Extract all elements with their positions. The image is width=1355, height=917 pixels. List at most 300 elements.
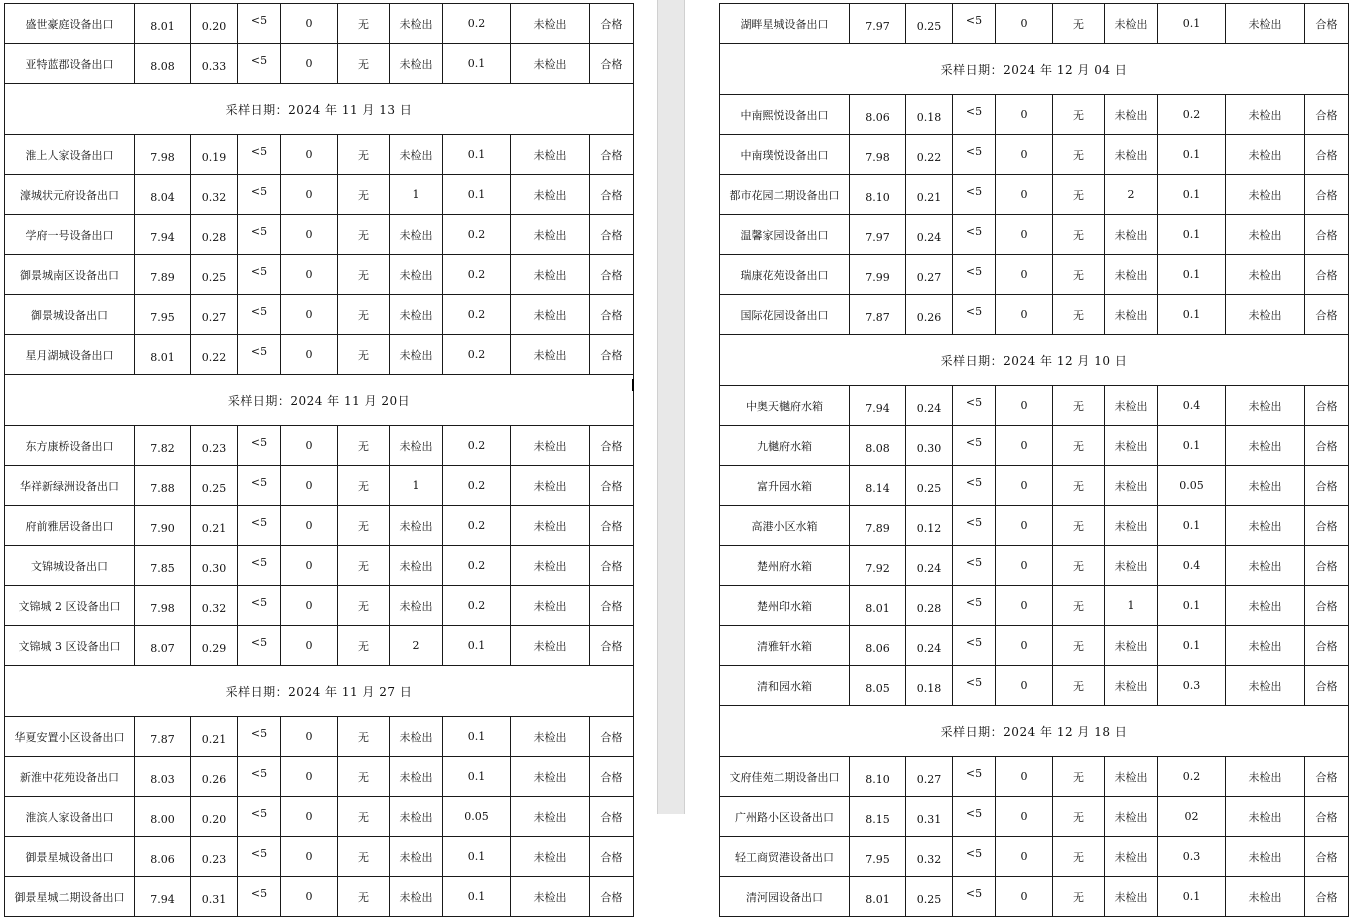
less-than-5-cell: <5 [953, 175, 996, 215]
zero-cell: 0 [996, 506, 1053, 546]
table-row [5, 335, 634, 375]
detection-cell: 未检出 [390, 255, 443, 295]
residual-cell: 0.1 [1158, 426, 1226, 466]
site-name-cell: 温馨家园设备出口 [720, 215, 850, 255]
turbidity-cell: 0.30 [191, 546, 238, 586]
zero-cell: 0 [281, 506, 338, 546]
zero-cell: 0 [281, 135, 338, 175]
residual-cell: 0.1 [443, 135, 511, 175]
site-name-cell: 清雅轩水箱 [720, 626, 850, 666]
site-name-cell: 淮滨人家设备出口 [5, 797, 135, 837]
none-cell: 无 [1053, 546, 1105, 586]
turbidity-cell: 0.27 [191, 295, 238, 335]
table-row [720, 666, 1349, 706]
zero-cell: 0 [281, 586, 338, 626]
zero-cell: 0 [996, 295, 1053, 335]
less-than-5-cell: <5 [238, 335, 281, 375]
residual-cell: 0.1 [1158, 586, 1226, 626]
table-row [5, 215, 634, 255]
turbidity-cell: 0.18 [906, 95, 953, 135]
ph-cell: 7.98 [135, 586, 191, 626]
less-than-5-cell: <5 [238, 717, 281, 757]
zero-cell: 0 [996, 255, 1053, 295]
pass-cell: 合格 [1305, 837, 1349, 877]
ph-cell: 8.01 [850, 586, 906, 626]
turbidity-cell: 0.26 [906, 295, 953, 335]
pass-cell: 合格 [590, 44, 634, 84]
pass-cell: 合格 [590, 797, 634, 837]
site-name-cell: 华祥新绿洲设备出口 [5, 466, 135, 506]
residual-cell: 0.3 [1158, 666, 1226, 706]
less-than-5-cell: <5 [238, 135, 281, 175]
site-name-cell: 都市花园二期设备出口 [720, 175, 850, 215]
none-cell: 无 [1053, 877, 1105, 917]
zero-cell: 0 [996, 4, 1053, 44]
turbidity-cell: 0.18 [906, 666, 953, 706]
zero-cell: 0 [281, 335, 338, 375]
ph-cell: 7.85 [135, 546, 191, 586]
page-gutter [657, 0, 685, 814]
table-row [720, 175, 1349, 215]
ph-cell: 8.08 [850, 426, 906, 466]
site-name-cell: 府前雅居设备出口 [5, 506, 135, 546]
none-cell: 无 [338, 717, 390, 757]
site-name-cell: 东方康桥设备出口 [5, 426, 135, 466]
ph-cell: 7.94 [135, 877, 191, 917]
residual-cell: 0.2 [443, 335, 511, 375]
not-detected-cell: 未检出 [511, 877, 590, 917]
site-name-cell: 文府佳苑二期设备出口 [720, 757, 850, 797]
zero-cell: 0 [996, 837, 1053, 877]
none-cell: 无 [1053, 426, 1105, 466]
pass-cell: 合格 [590, 255, 634, 295]
page-edge-left [657, 0, 658, 814]
zero-cell: 0 [281, 837, 338, 877]
ph-cell: 8.07 [135, 626, 191, 666]
less-than-5-cell: <5 [238, 626, 281, 666]
not-detected-cell: 未检出 [1226, 215, 1305, 255]
less-than-5-cell: <5 [238, 797, 281, 837]
residual-cell: 0.1 [443, 717, 511, 757]
less-than-5-cell: <5 [238, 837, 281, 877]
residual-cell: 0.1 [1158, 295, 1226, 335]
ph-cell: 8.06 [135, 837, 191, 877]
ph-cell: 7.99 [850, 255, 906, 295]
ph-cell: 7.92 [850, 546, 906, 586]
turbidity-cell: 0.33 [191, 44, 238, 84]
zero-cell: 0 [281, 295, 338, 335]
table-row [720, 797, 1349, 837]
not-detected-cell: 未检出 [1226, 255, 1305, 295]
none-cell: 无 [1053, 666, 1105, 706]
residual-cell: 0.2 [443, 4, 511, 44]
detection-cell: 未检出 [1105, 466, 1158, 506]
detection-cell: 2 [1105, 175, 1158, 215]
sampling-date-label: 采样日期：2024 年 11 月 20日 [5, 375, 634, 426]
site-name-cell: 学府一号设备出口 [5, 215, 135, 255]
turbidity-cell: 0.28 [906, 586, 953, 626]
residual-cell: 0.1 [443, 44, 511, 84]
not-detected-cell: 未检出 [511, 717, 590, 757]
less-than-5-cell: <5 [238, 175, 281, 215]
turbidity-cell: 0.19 [191, 135, 238, 175]
site-name-cell: 高港小区水箱 [720, 506, 850, 546]
site-name-cell: 轻工商贸港设备出口 [720, 837, 850, 877]
pass-cell: 合格 [1305, 466, 1349, 506]
none-cell: 无 [338, 135, 390, 175]
less-than-5-cell: <5 [953, 95, 996, 135]
ph-cell: 8.08 [135, 44, 191, 84]
residual-cell: 0.2 [443, 426, 511, 466]
turbidity-cell: 0.25 [191, 466, 238, 506]
pass-cell: 合格 [590, 877, 634, 917]
ph-cell: 8.03 [135, 757, 191, 797]
none-cell: 无 [338, 837, 390, 877]
less-than-5-cell: <5 [953, 4, 996, 44]
detection-cell: 2 [390, 626, 443, 666]
site-name-cell: 中南熙悦设备出口 [720, 95, 850, 135]
ph-cell: 8.15 [850, 797, 906, 837]
pass-cell: 合格 [590, 466, 634, 506]
none-cell: 无 [1053, 95, 1105, 135]
pass-cell: 合格 [1305, 95, 1349, 135]
less-than-5-cell: <5 [953, 506, 996, 546]
residual-cell: 02 [1158, 797, 1226, 837]
not-detected-cell: 未检出 [1226, 586, 1305, 626]
turbidity-cell: 0.25 [906, 466, 953, 506]
residual-cell: 0.05 [443, 797, 511, 837]
none-cell: 无 [338, 877, 390, 917]
site-name-cell: 楚州府水箱 [720, 546, 850, 586]
none-cell: 无 [338, 546, 390, 586]
ph-cell: 7.95 [135, 295, 191, 335]
pass-cell: 合格 [1305, 666, 1349, 706]
site-name-cell: 广州路小区设备出口 [720, 797, 850, 837]
none-cell: 无 [338, 295, 390, 335]
turbidity-cell: 0.24 [906, 386, 953, 426]
sampling-date-label: 采样日期：2024 年 11 月 13 日 [5, 84, 634, 135]
ph-cell: 8.06 [850, 626, 906, 666]
pass-cell: 合格 [590, 837, 634, 877]
table-row [5, 295, 634, 335]
table-row [5, 466, 634, 506]
document-page-right [685, 0, 1355, 906]
site-name-cell: 御景星城设备出口 [5, 837, 135, 877]
site-name-cell: 清和园水箱 [720, 666, 850, 706]
residual-cell: 0.1 [1158, 135, 1226, 175]
less-than-5-cell: <5 [953, 626, 996, 666]
table-row [5, 757, 634, 797]
less-than-5-cell: <5 [953, 666, 996, 706]
residual-cell: 0.1 [1158, 626, 1226, 666]
detection-cell: 未检出 [1105, 757, 1158, 797]
not-detected-cell: 未检出 [1226, 466, 1305, 506]
turbidity-cell: 0.21 [906, 175, 953, 215]
turbidity-cell: 0.22 [191, 335, 238, 375]
none-cell: 无 [1053, 135, 1105, 175]
zero-cell: 0 [996, 466, 1053, 506]
table-row [5, 175, 634, 215]
turbidity-cell: 0.31 [906, 797, 953, 837]
turbidity-cell: 0.24 [906, 626, 953, 666]
residual-cell: 0.4 [1158, 386, 1226, 426]
residual-cell: 0.2 [443, 215, 511, 255]
detection-cell: 未检出 [390, 757, 443, 797]
ph-cell: 7.94 [850, 386, 906, 426]
table-row [720, 295, 1349, 335]
zero-cell: 0 [281, 717, 338, 757]
not-detected-cell: 未检出 [511, 215, 590, 255]
not-detected-cell: 未检出 [511, 4, 590, 44]
residual-cell: 0.1 [443, 757, 511, 797]
not-detected-cell: 未检出 [1226, 295, 1305, 335]
pass-cell: 合格 [590, 717, 634, 757]
less-than-5-cell: <5 [238, 877, 281, 917]
residual-cell: 0.2 [1158, 757, 1226, 797]
residual-cell: 0.1 [443, 626, 511, 666]
site-name-cell: 星月湖城设备出口 [5, 335, 135, 375]
turbidity-cell: 0.25 [191, 255, 238, 295]
sampling-date-label: 采样日期：2024 年 12 月 04 日 [720, 44, 1349, 95]
zero-cell: 0 [996, 215, 1053, 255]
turbidity-cell: 0.28 [191, 215, 238, 255]
table-row [720, 386, 1349, 426]
detection-cell: 未检出 [1105, 797, 1158, 837]
detection-cell: 未检出 [1105, 666, 1158, 706]
not-detected-cell: 未检出 [1226, 877, 1305, 917]
pass-cell: 合格 [1305, 295, 1349, 335]
not-detected-cell: 未检出 [1226, 757, 1305, 797]
residual-cell: 0.2 [443, 506, 511, 546]
site-name-cell: 御景城南区设备出口 [5, 255, 135, 295]
pass-cell: 合格 [590, 426, 634, 466]
turbidity-cell: 0.26 [191, 757, 238, 797]
zero-cell: 0 [996, 757, 1053, 797]
none-cell: 无 [1053, 757, 1105, 797]
pass-cell: 合格 [590, 586, 634, 626]
not-detected-cell: 未检出 [511, 335, 590, 375]
pass-cell: 合格 [1305, 877, 1349, 917]
table-row [720, 426, 1349, 466]
pass-cell: 合格 [590, 335, 634, 375]
text-cursor [632, 379, 634, 391]
residual-cell: 0.2 [1158, 95, 1226, 135]
not-detected-cell: 未检出 [1226, 175, 1305, 215]
water-quality-table-left [4, 3, 634, 917]
less-than-5-cell: <5 [238, 215, 281, 255]
turbidity-cell: 0.20 [191, 797, 238, 837]
detection-cell: 1 [390, 466, 443, 506]
detection-cell: 未检出 [1105, 506, 1158, 546]
ph-cell: 7.88 [135, 466, 191, 506]
not-detected-cell: 未检出 [511, 757, 590, 797]
table-row [5, 586, 634, 626]
residual-cell: 0.1 [443, 877, 511, 917]
not-detected-cell: 未检出 [1226, 666, 1305, 706]
turbidity-cell: 0.32 [191, 586, 238, 626]
not-detected-cell: 未检出 [1226, 797, 1305, 837]
not-detected-cell: 未检出 [511, 626, 590, 666]
turbidity-cell: 0.32 [191, 175, 238, 215]
zero-cell: 0 [996, 626, 1053, 666]
detection-cell: 未检出 [390, 877, 443, 917]
zero-cell: 0 [281, 4, 338, 44]
not-detected-cell: 未检出 [511, 546, 590, 586]
ph-cell: 8.05 [850, 666, 906, 706]
not-detected-cell: 未检出 [1226, 426, 1305, 466]
none-cell: 无 [1053, 386, 1105, 426]
table-row [5, 426, 634, 466]
detection-cell: 未检出 [390, 546, 443, 586]
none-cell: 无 [338, 255, 390, 295]
pass-cell: 合格 [1305, 4, 1349, 44]
ph-cell: 7.90 [135, 506, 191, 546]
document-page-left [0, 0, 657, 906]
detection-cell: 1 [390, 175, 443, 215]
site-name-cell: 文锦城设备出口 [5, 546, 135, 586]
zero-cell: 0 [281, 757, 338, 797]
table-row [720, 586, 1349, 626]
zero-cell: 0 [996, 877, 1053, 917]
ph-cell: 7.82 [135, 426, 191, 466]
detection-cell: 未检出 [1105, 255, 1158, 295]
detection-cell: 未检出 [390, 586, 443, 626]
ph-cell: 8.01 [135, 335, 191, 375]
site-name-cell: 瑞康花苑设备出口 [720, 255, 850, 295]
turbidity-cell: 0.27 [906, 255, 953, 295]
residual-cell: 0.1 [1158, 215, 1226, 255]
zero-cell: 0 [996, 135, 1053, 175]
not-detected-cell: 未检出 [511, 44, 590, 84]
less-than-5-cell: <5 [238, 44, 281, 84]
residual-cell: 0.1 [1158, 506, 1226, 546]
detection-cell: 未检出 [1105, 386, 1158, 426]
table-body-right [720, 4, 1349, 917]
detection-cell: 未检出 [390, 426, 443, 466]
detection-cell: 未检出 [1105, 877, 1158, 917]
site-name-cell: 文锦城 2 区设备出口 [5, 586, 135, 626]
detection-cell: 未检出 [1105, 295, 1158, 335]
not-detected-cell: 未检出 [1226, 386, 1305, 426]
ph-cell: 7.89 [850, 506, 906, 546]
residual-cell: 0.2 [443, 586, 511, 626]
zero-cell: 0 [996, 175, 1053, 215]
site-name-cell: 湖畔星城设备出口 [720, 4, 850, 44]
site-name-cell: 富升园水箱 [720, 466, 850, 506]
turbidity-cell: 0.23 [191, 426, 238, 466]
sampling-date-row [720, 335, 1349, 386]
less-than-5-cell: <5 [238, 295, 281, 335]
table-row [720, 626, 1349, 666]
none-cell: 无 [338, 797, 390, 837]
table-row [720, 466, 1349, 506]
zero-cell: 0 [281, 626, 338, 666]
pass-cell: 合格 [1305, 757, 1349, 797]
ph-cell: 8.00 [135, 797, 191, 837]
site-name-cell: 亚特蓝郡设备出口 [5, 44, 135, 84]
detection-cell: 未检出 [390, 506, 443, 546]
none-cell: 无 [338, 175, 390, 215]
ph-cell: 7.94 [135, 215, 191, 255]
not-detected-cell: 未检出 [511, 255, 590, 295]
site-name-cell: 中奥天樾府水箱 [720, 386, 850, 426]
turbidity-cell: 0.21 [191, 717, 238, 757]
table-row [720, 506, 1349, 546]
zero-cell: 0 [281, 215, 338, 255]
site-name-cell: 盛世豪庭设备出口 [5, 4, 135, 44]
sampling-date-label: 采样日期：2024 年 12 月 10 日 [720, 335, 1349, 386]
detection-cell: 未检出 [390, 295, 443, 335]
none-cell: 无 [338, 44, 390, 84]
not-detected-cell: 未检出 [1226, 506, 1305, 546]
pass-cell: 合格 [590, 175, 634, 215]
turbidity-cell: 0.25 [906, 4, 953, 44]
none-cell: 无 [338, 466, 390, 506]
turbidity-cell: 0.23 [191, 837, 238, 877]
less-than-5-cell: <5 [238, 4, 281, 44]
residual-cell: 0.2 [443, 255, 511, 295]
table-row [5, 546, 634, 586]
less-than-5-cell: <5 [238, 426, 281, 466]
ph-cell: 8.01 [135, 4, 191, 44]
site-name-cell: 新淮中花苑设备出口 [5, 757, 135, 797]
site-name-cell: 清河园设备出口 [720, 877, 850, 917]
residual-cell: 0.1 [1158, 4, 1226, 44]
pass-cell: 合格 [1305, 586, 1349, 626]
zero-cell: 0 [281, 426, 338, 466]
turbidity-cell: 0.27 [906, 757, 953, 797]
table-row [720, 255, 1349, 295]
zero-cell: 0 [281, 466, 338, 506]
water-quality-table-right [719, 3, 1349, 917]
none-cell: 无 [338, 586, 390, 626]
less-than-5-cell: <5 [238, 546, 281, 586]
less-than-5-cell: <5 [953, 466, 996, 506]
zero-cell: 0 [281, 877, 338, 917]
pass-cell: 合格 [1305, 215, 1349, 255]
pass-cell: 合格 [1305, 797, 1349, 837]
pass-cell: 合格 [590, 506, 634, 546]
ph-cell: 8.06 [850, 95, 906, 135]
ph-cell: 8.01 [850, 877, 906, 917]
not-detected-cell: 未检出 [511, 837, 590, 877]
ph-cell: 7.89 [135, 255, 191, 295]
detection-cell: 未检出 [390, 44, 443, 84]
table-row [5, 877, 634, 917]
sampling-date-row [5, 84, 634, 135]
table-row [720, 4, 1349, 44]
none-cell: 无 [338, 626, 390, 666]
zero-cell: 0 [996, 666, 1053, 706]
zero-cell: 0 [281, 797, 338, 837]
ph-cell: 8.10 [850, 757, 906, 797]
ph-cell: 7.95 [850, 837, 906, 877]
turbidity-cell: 0.29 [191, 626, 238, 666]
pass-cell: 合格 [1305, 255, 1349, 295]
pass-cell: 合格 [1305, 386, 1349, 426]
site-name-cell: 御景城设备出口 [5, 295, 135, 335]
site-name-cell: 楚州印水箱 [720, 586, 850, 626]
pass-cell: 合格 [1305, 626, 1349, 666]
turbidity-cell: 0.25 [906, 877, 953, 917]
less-than-5-cell: <5 [238, 255, 281, 295]
table-row [720, 215, 1349, 255]
table-row [5, 4, 634, 44]
none-cell: 无 [1053, 255, 1105, 295]
less-than-5-cell: <5 [953, 877, 996, 917]
table-row [5, 255, 634, 295]
detection-cell: 未检出 [1105, 626, 1158, 666]
